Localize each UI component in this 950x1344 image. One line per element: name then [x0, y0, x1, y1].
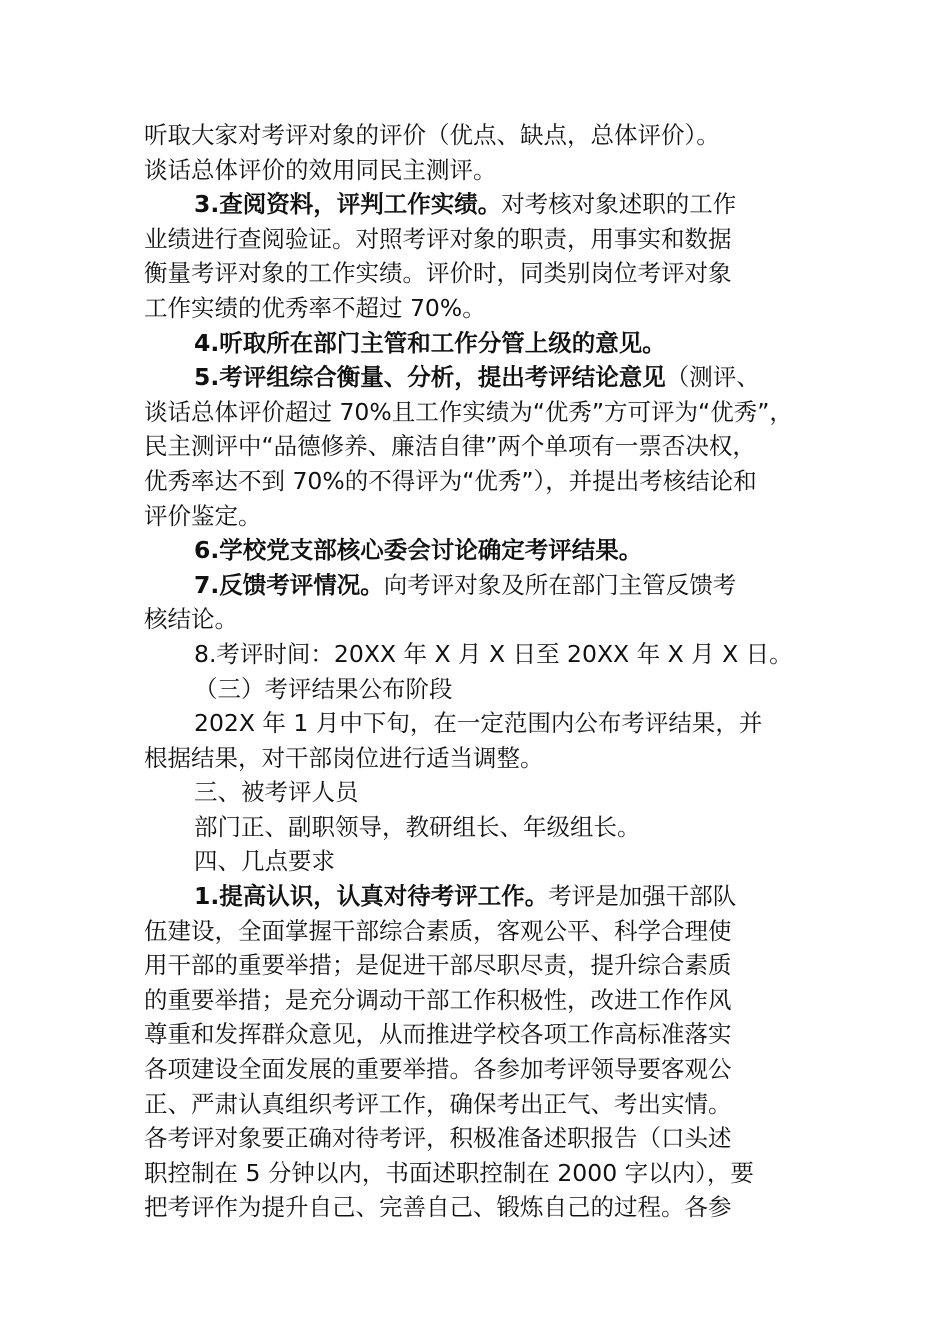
line-text: 衡量考评对象的工作实绩。评价时，同类别岗位考评对象 — [144, 259, 732, 288]
text-line — [144, 533, 824, 568]
line-text: 谈话总体评价超过 70%且工作实绩为“优秀”方可评为“优秀”， — [144, 397, 793, 426]
line-text: 核结论。 — [144, 605, 238, 634]
line-text: 对考核对象述职的工作 — [501, 190, 737, 219]
line-text: 职控制在 5 分钟以内，书面述职控制在 2000 字以内），要 — [144, 1158, 754, 1187]
line-text: 部门正、副职领导，教研组长、年级组长。 — [194, 812, 641, 841]
text-line — [144, 706, 824, 741]
line-text: 用干部的重要举措；是促进干部尽职尽责，提升综合素质 — [144, 951, 732, 980]
text-line — [144, 499, 824, 534]
text-line — [144, 1190, 824, 1225]
text-line — [144, 602, 824, 637]
line-text: 评价鉴定。 — [144, 501, 262, 530]
bold-heading: 6.学校党支部核心委会讨论确定考评结果。 — [194, 536, 643, 565]
line-text: 根据结果，对干部岗位进行适当调整。 — [144, 743, 544, 772]
text-line — [144, 1017, 824, 1052]
line-text: 把考评作为提升自己、完善自己、锻炼自己的过程。各参 — [144, 1193, 732, 1222]
text-line — [144, 1156, 824, 1191]
text-line — [144, 741, 824, 776]
text-line — [144, 810, 824, 845]
text-line — [144, 360, 824, 395]
text-line — [144, 844, 824, 879]
text-line — [144, 429, 824, 464]
line-text: 伍建设，全面掌握干部综合素质，客观公平、科学合理使 — [144, 916, 732, 945]
line-text: 202X 年 1 月中下旬，在一定范围内公布考评结果，并 — [194, 709, 763, 738]
text-line — [144, 1052, 824, 1087]
bold-heading: 3.查阅资料，评判工作实绩。 — [194, 190, 502, 219]
line-text: 谈话总体评价的效用同民主测评。 — [144, 155, 497, 184]
text-line — [144, 948, 824, 983]
line-text: 优秀率达不到 70%的不得评为“优秀”），并提出考核结论和 — [144, 466, 757, 495]
text-line — [144, 464, 824, 499]
bold-heading: 1.提高认识，认真对待考评工作。 — [194, 882, 549, 911]
text-line — [144, 1121, 824, 1156]
line-text: 各项建设全面发展的重要举措。各参加考评领导要客观公 — [144, 1055, 732, 1084]
line-text: 的重要举措；是充分调动干部工作积极性，改进工作作风 — [144, 985, 732, 1014]
text-line — [144, 637, 824, 672]
text-line — [144, 187, 824, 222]
bold-heading: 7.反馈考评情况。 — [194, 570, 384, 599]
text-line — [144, 326, 824, 361]
text-line — [144, 1087, 824, 1122]
line-text: 工作实绩的优秀率不超过 70%。 — [144, 293, 486, 322]
text-line — [144, 983, 824, 1018]
line-text: 三、被考评人员 — [194, 778, 359, 807]
line-text: 向考评对象及所在部门主管反馈考 — [383, 570, 737, 599]
text-line — [144, 879, 824, 914]
text-line — [144, 222, 824, 257]
text-line — [144, 256, 824, 291]
text-line — [144, 118, 824, 153]
line-text: 民主测评中“品德修养、廉洁自律”两个单项有一票否决权， — [144, 432, 756, 461]
line-text: 正、严肃认真组织考评工作，确保考出正气、考出实情。 — [144, 1089, 732, 1118]
text-line — [144, 395, 824, 430]
text-line — [144, 914, 824, 949]
line-text: （测评、 — [665, 363, 760, 392]
line-text: 四、几点要求 — [194, 847, 335, 876]
line-text: 考评是加强干部队 — [548, 882, 737, 911]
line-text: 尊重和发挥群众意见，从而推进学校各项工作高标准落实 — [144, 1020, 732, 1049]
line-text: 业绩进行查阅验证。对照考评对象的职责，用事实和数据 — [144, 224, 732, 253]
bold-heading: 5.考评组综合衡量、分析，提出考评结论意见 — [194, 363, 666, 392]
line-text: 8.考评时间：20XX 年 X 月 X 日至 20XX 年 X 月 X 日。 — [194, 639, 793, 668]
line-text: 各考评对象要正确对待考评，积极准备述职报告（口头述 — [144, 1124, 732, 1153]
document-page — [144, 118, 824, 1225]
text-line — [144, 291, 824, 326]
text-line — [144, 775, 824, 810]
text-line — [144, 153, 824, 188]
line-text: （三）考评结果公布阶段 — [194, 674, 453, 703]
line-text: 听取大家对考评对象的评价（优点、缺点，总体评价）。 — [144, 121, 720, 149]
text-line — [144, 672, 824, 707]
bold-heading: 4.听取所在部门主管和工作分管上级的意见。 — [194, 328, 666, 357]
text-line — [144, 568, 824, 603]
